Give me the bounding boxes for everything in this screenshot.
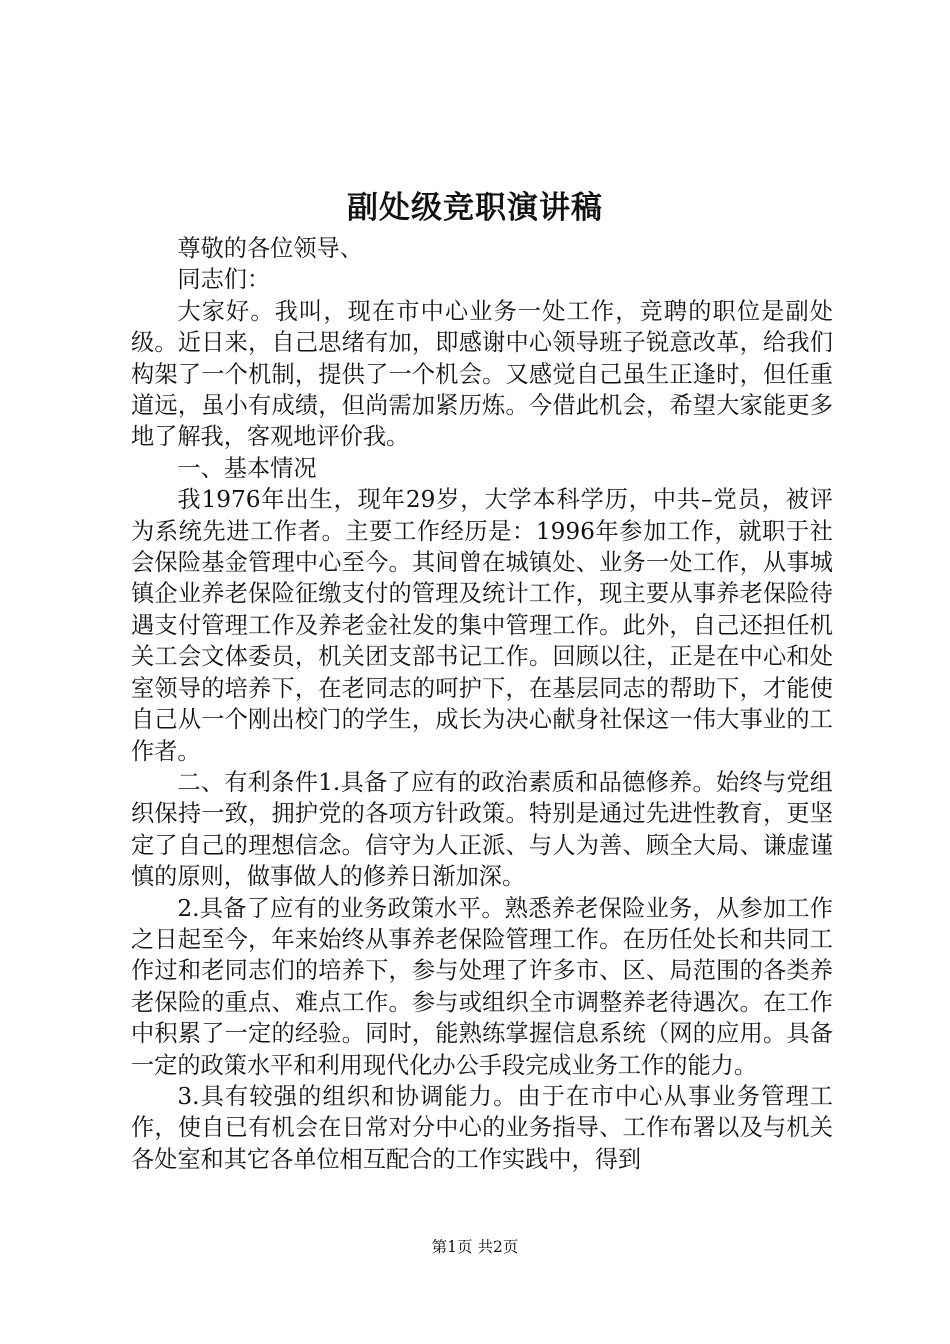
paragraph-advantage-2: 2.具备了应有的业务政策水平。熟悉养老保险业务，从参加工作之日起至今，年来始终从事养老保险管理工作。在历任处长和共同工作过和老同志们的培养下，参与处理了许多市、区、局范围的各类养老保险的重点、难点工作。参与或组织全市调整养老待遇次。在工作中积累了一定的经验。同时，能熟练掌握信息系统（网的应用。具备一定的政策水平和利用现代化办公手段完成业务工作的能力。	[131, 894, 833, 1079]
paragraph-basic-info: 我1976年出生，现年29岁，大学本科学历，中共–党员，被评为系统先进工作者。主要工作经历是：1996年参加工作，就职于社会保险基金管理中心至今。其间曾在城镇处、业务一处工作，从事城镇企业养老保险征缴支付的管理及统计工作，现主要从事养老保险待遇支付管理工作及养老金社发的集中管理工作。此外，自己还担任机关工会文体委员，机关团支部书记工作。回顾以往，正是在中心和处室领导的培养下，在老同志的呵护下，在基层同志的帮助下，才能使自己从一个刚出校门的学生，成长为决心献身社保这一伟大事业的工作者。	[131, 486, 833, 765]
page-footer: 第1页 共2页	[431, 1238, 519, 1256]
section-heading-basic-info: 一、基本情况	[177, 454, 317, 482]
paragraph-advantage-1: 二、有利条件1.具备了应有的政治素质和品德修养。始终与党组织保持一致，拥护党的各项方针政策。特别是通过先进性教育，更坚定了自己的理想信念。信守为人正派、与人为善、顾全大局、谦虚谨慎的原则，做事做人的修养日渐加深。	[131, 768, 833, 891]
document-title: 副处级竞职演讲稿	[347, 190, 603, 226]
salutation-line-2: 同志们：	[177, 266, 271, 294]
salutation-line-1: 尊敬的各位领导、	[177, 235, 363, 262]
document-body	[131, 233, 833, 1175]
paragraph-advantage-3: 3.具有较强的组织和协调能力。由于在市中心从事业务管理工作，使自已有机会在日常对分中心的业务指导、工作布署以及与机关各处室和其它各单位相互配合的工作实践中，得到	[131, 1082, 833, 1173]
paragraph-intro: 大家好。我叫，现在市中心业务一处工作，竞聘的职位是副处级。近日来，自己思绪有加，即感谢中心领导班子锐意改革，给我们构架了一个机制，提供了一个机会。又感觉自己虽生正逢时，但任重道远，虽小有成绩，但尚需加紧历炼。今借此机会，希望大家能更多地了解我，客观地评价我。	[131, 297, 833, 451]
